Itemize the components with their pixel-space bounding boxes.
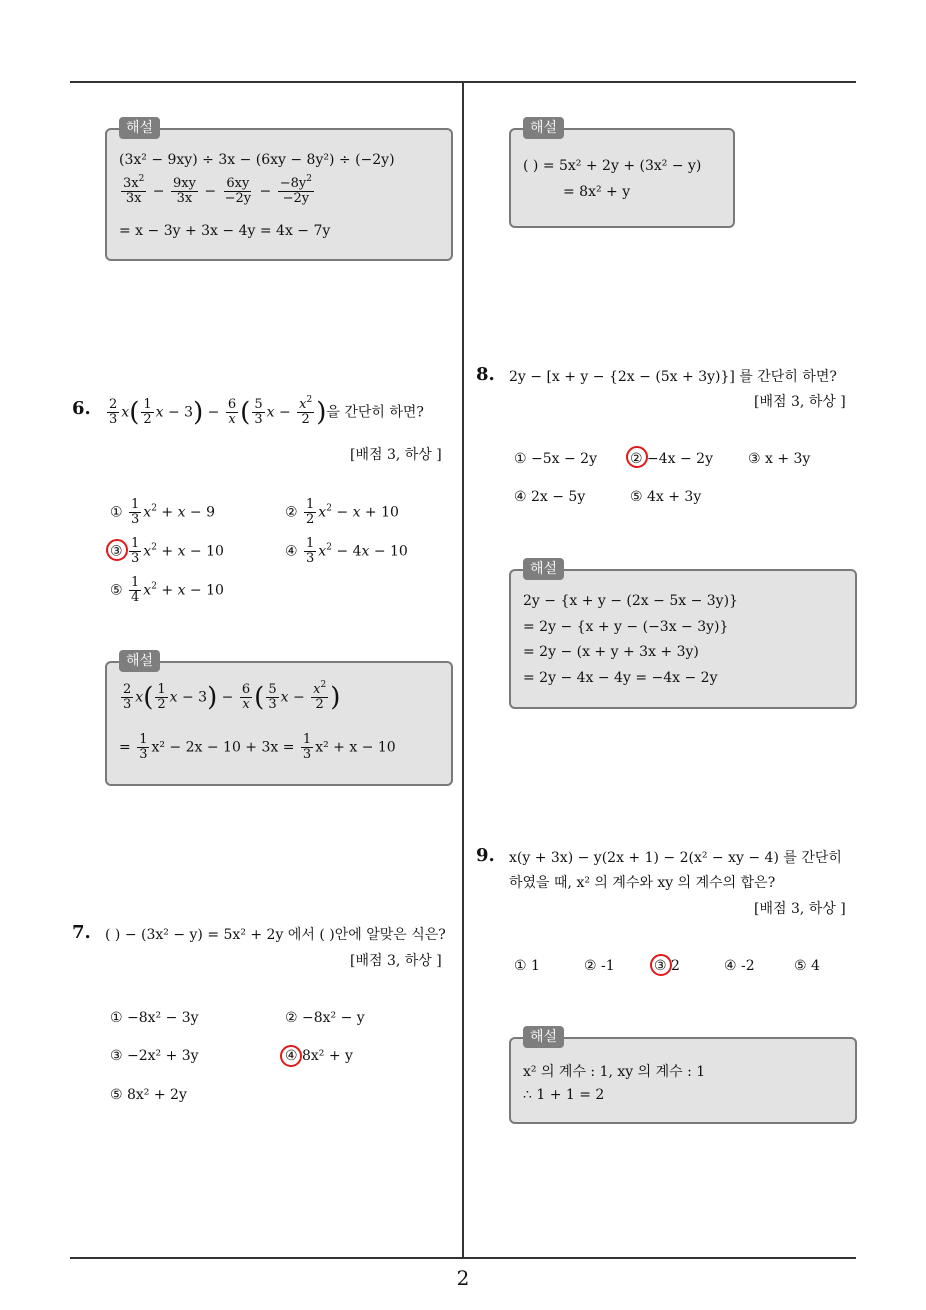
q5-solution-line-3: = x − 3y + 3x − 4y = 4x − 7y <box>119 223 331 239</box>
q8-solution-line-3: = 2y − (x + y + 3x + 3y) <box>523 644 699 660</box>
q5-solution-line-2: $\frac{3x^2}{3x}$ − $\frac{9xy}{3x}$ − $\frac{6xy}{-2y}$ − $\frac{-8y^2}{-2y}$ <box>123 174 312 206</box>
q9-option-4[interactable]: ④ -2 <box>724 958 755 974</box>
q6-score: [배점 3, 하상 ] <box>350 447 442 463</box>
q6-option-3[interactable]: ③ $\frac{1}{3}$ $x^2 + x - 10$ <box>110 536 224 566</box>
q9-option-1[interactable]: ① 1 <box>514 958 540 974</box>
q9-option-3[interactable]: ③ 2 <box>654 958 680 974</box>
q7-solution-line-1: ( ) = 5x² + 2y + (3x² − y) <box>523 158 702 174</box>
solution-label: 해설 <box>119 650 160 672</box>
q7-number: 7. <box>72 922 91 943</box>
page-number: 2 <box>456 1266 470 1290</box>
q5-solution-line-1: (3x² − 9xy) ÷ 3x − (6xy − 8y²) ÷ (−2y) <box>119 152 395 168</box>
q7-solution-line-2: = 8x² + y <box>563 184 631 200</box>
q7-solution-box <box>509 120 735 228</box>
q6-option-1[interactable]: ① $\frac{1}{3}$ $x^2 + x - 9$ <box>110 497 216 527</box>
q8-option-2[interactable]: ② −4x − 2y <box>630 451 713 467</box>
q8-answer-mark <box>626 446 648 468</box>
q6-option-5[interactable]: ⑤ $\frac{1}{4}$ $x^2 + x - 10$ <box>110 575 224 605</box>
q6-option-2[interactable]: ② $\frac{1}{2}$ $x^2 - x + 10$ <box>285 497 399 527</box>
q7-option-1[interactable]: ① −8x² − 3y <box>110 1010 199 1026</box>
q7-option-5[interactable]: ⑤ 8x² + 2y <box>110 1087 187 1103</box>
solution-label: 해설 <box>119 117 160 139</box>
q8-option-4[interactable]: ④ 2x − 5y <box>514 489 586 505</box>
q8-solution-line-4: = 2y − 4x − 4y = −4x − 2y <box>523 670 718 686</box>
bottom-rule <box>70 1257 856 1259</box>
column-divider <box>462 83 464 1257</box>
q6-solution-box <box>105 653 453 786</box>
solution-label: 해설 <box>523 117 564 139</box>
solution-label: 해설 <box>523 1026 564 1048</box>
q6-option-4[interactable]: ④ $\frac{1}{3}$ $x^2 - 4x - 10$ <box>285 536 408 566</box>
q9-score: [배점 3, 하상 ] <box>754 901 846 917</box>
q9-question-line-2: 하였을 때, x² 의 계수와 xy 의 계수의 합은? <box>509 875 776 891</box>
q9-question-line-1: x(y + 3x) − y(2x + 1) − 2(x² − xy − 4) 를 간단히 <box>509 850 842 866</box>
q8-option-1[interactable]: ① −5x − 2y <box>514 451 597 467</box>
solution-label: 해설 <box>523 558 564 580</box>
q9-solution-box <box>509 1029 857 1124</box>
q6-number: 6. <box>72 398 91 419</box>
q6-answer-mark <box>106 539 128 561</box>
q9-option-2[interactable]: ② -1 <box>584 958 615 974</box>
q5-solution-box <box>105 120 453 261</box>
q6-question-suffix: 을 간단히 하면? <box>326 404 424 421</box>
q7-option-3[interactable]: ③ −2x² + 3y <box>110 1048 199 1064</box>
q9-answer-mark <box>650 954 672 976</box>
q6-solution-line-2: = $\frac{1}{3}$ x² − 2x − 10 + 3x = $\frac{1}{3}$ x² + x − 10 <box>119 732 396 762</box>
q7-answer-mark <box>280 1045 302 1067</box>
q7-score: [배점 3, 하상 ] <box>350 953 442 969</box>
q8-option-3[interactable]: ③ x + 3y <box>748 451 811 467</box>
q8-option-5[interactable]: ⑤ 4x + 3y <box>630 489 702 505</box>
q8-question: 2y − [x + y − {2x − (5x + 3y)}] 를 간단히 하면? <box>509 369 837 385</box>
q8-solution-line-1: 2y − {x + y − (2x − 5x − 3y)} <box>523 593 738 609</box>
q9-number: 9. <box>476 845 495 866</box>
q7-question: ( ) − (3x² − y) = 5x² + 2y 에서 ( )안에 알맞은 식은? <box>105 927 446 943</box>
q6-solution-line-1: $\frac{2}{3}$ x( $\frac{1}{2}$ x − 3) − $\frac{6}{x}$ ( $\frac{5}{3}$ x − $\frac{x^2}{2}$ ) <box>123 680 341 713</box>
q7-option-4[interactable]: ④ 8x² + y <box>285 1048 353 1064</box>
q8-solution-box <box>509 561 857 709</box>
q8-number: 8. <box>476 364 495 385</box>
q8-solution-line-2: = 2y − {x + y − (−3x − 3y)} <box>523 619 729 635</box>
q9-solution-line-1: x² 의 계수 : 1, xy 의 계수 : 1 <box>523 1064 706 1080</box>
q8-score: [배점 3, 하상 ] <box>754 394 846 410</box>
q6-question: $\frac{2}{3}$ x( $\frac{1}{2}$ x − 3) − $\frac{6}{x}$ ( $\frac{5}{3}$ x − $\frac{x^2}{2}$ )을 간단히 하면? <box>109 395 424 428</box>
q9-solution-line-2: ∴ 1 + 1 = 2 <box>523 1087 605 1103</box>
q7-option-2[interactable]: ② −8x² − y <box>285 1010 365 1026</box>
q9-option-5[interactable]: ⑤ 4 <box>794 958 820 974</box>
